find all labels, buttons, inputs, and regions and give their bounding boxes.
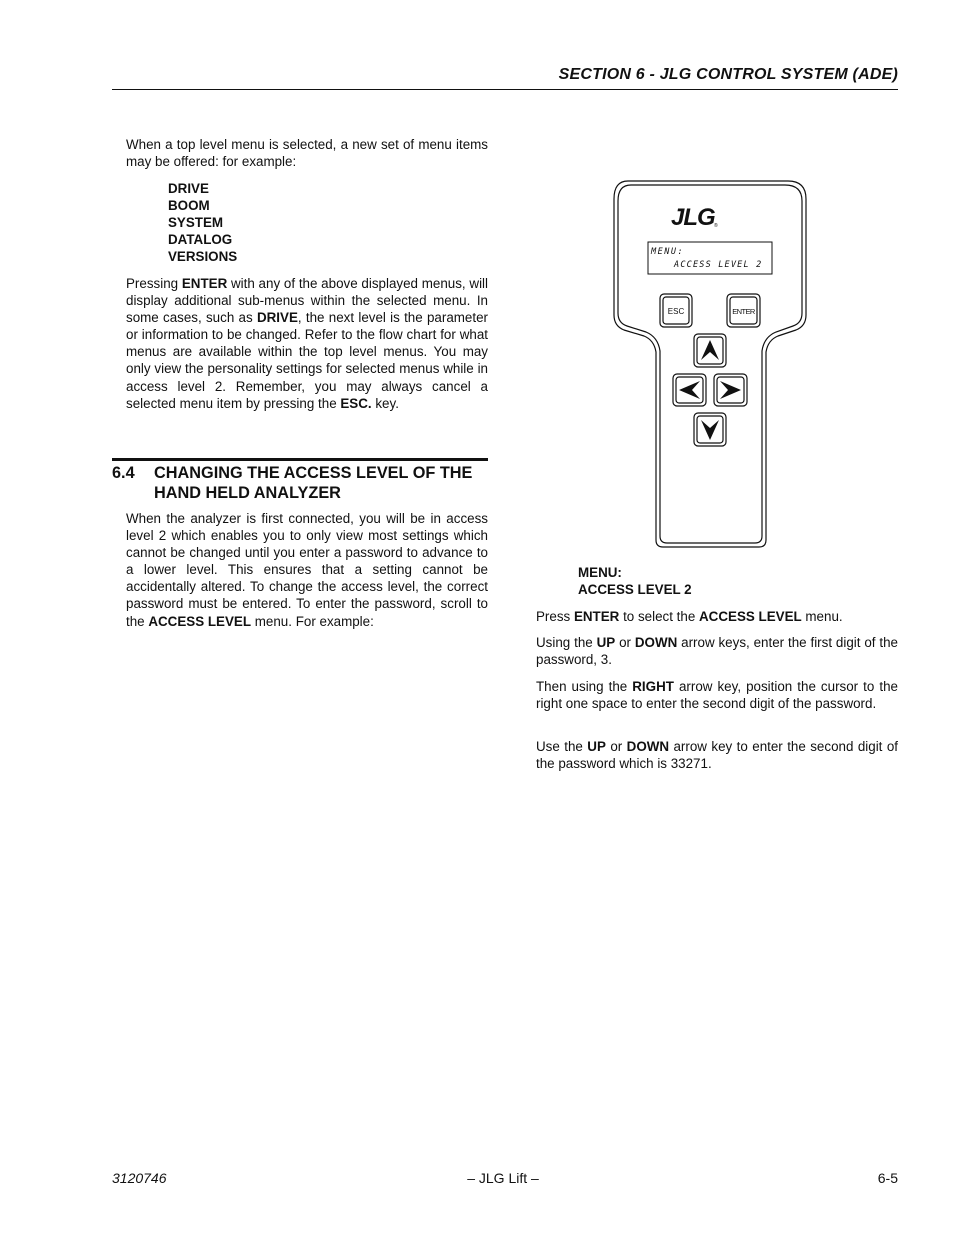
logo-registered-mark: ®: [714, 223, 718, 229]
footer-doc-number: 3120746: [112, 1170, 167, 1186]
cursor-right-paragraph: Then using the RIGHT arrow key, position the cursor to the right one space to enter the second digit of the password.: [536, 679, 898, 712]
caption-line-1: MENU:: [578, 565, 622, 580]
enter-key[interactable]: [727, 294, 760, 327]
menu-item-versions: VERSIONS: [168, 249, 238, 264]
menu-item-drive: DRIVE: [168, 181, 209, 196]
right-arrow-key[interactable]: [714, 374, 747, 406]
caption-line-2: ACCESS LEVEL 2: [578, 582, 692, 597]
menu-item-boom: BOOM: [168, 198, 210, 213]
section-rule: [112, 458, 488, 461]
second-digit-paragraph: Use the UP or DOWN arrow key to enter the second digit of the password which is 33271.: [536, 739, 898, 772]
menu-item-system: SYSTEM: [168, 215, 224, 230]
top-menu-list: [168, 180, 237, 265]
menu-item-datalog: DATALOG: [168, 232, 233, 247]
figure-caption: [578, 564, 692, 598]
lcd-line-1: MENU:: [651, 247, 685, 257]
lcd-line-2: ACCESS LEVEL 2: [674, 260, 763, 270]
section-title: CHANGING THE ACCESS LEVEL OF THE HAND HELD ANALYZER: [154, 464, 473, 502]
access-paragraph: When the analyzer is first connected, you will be in access level 2 which enables you to only view most settings which cannot be changed until you enter a password to advance to a lower level. This ensures that a setting cannot be accidentally altered. To change the access level, the correct password must be entered. To enter the password, scroll to the ACCESS LEVEL menu. For example:: [126, 511, 488, 629]
down-arrow-key[interactable]: [694, 413, 726, 446]
analyzer-illustration: [610, 178, 810, 550]
footer-page-number: 6-5: [877, 1170, 898, 1186]
first-digit-paragraph: Using the UP or DOWN arrow keys, enter the first digit of the password, 3.: [536, 635, 898, 668]
intro-paragraph: When a top level menu is selected, a new set of menu items may be offered: for example:: [126, 137, 488, 170]
esc-key-label: ESC: [667, 307, 685, 316]
section-header: SECTION 6 - JLG CONTROL SYSTEM (ADE): [558, 66, 898, 83]
pressing-paragraph: Pressing ENTER with any of the above displayed menus, will display additional sub-menus within the selected menu. In some cases, such as DRIVE, the next level is the parameter or information to be changed. Refer to the flow chart for what menus are available within the top level menus. You may only view the personality settings for selected menus while in access level 2. Remember, you may always cancel a selected menu item by pressing the ESC. key.: [126, 276, 488, 411]
enter-key-label: ENTER: [732, 307, 755, 316]
press-enter-paragraph: Press ENTER to select the ACCESS LEVEL menu.: [536, 609, 843, 624]
left-arrow-key[interactable]: [673, 374, 706, 406]
up-arrow-key[interactable]: [694, 334, 726, 367]
jlg-logo: JLG: [671, 204, 715, 231]
section-number: 6.4: [112, 464, 135, 482]
esc-key[interactable]: [660, 294, 692, 327]
header-rule: [112, 89, 898, 90]
footer-center: – JLG Lift –: [467, 1170, 539, 1186]
